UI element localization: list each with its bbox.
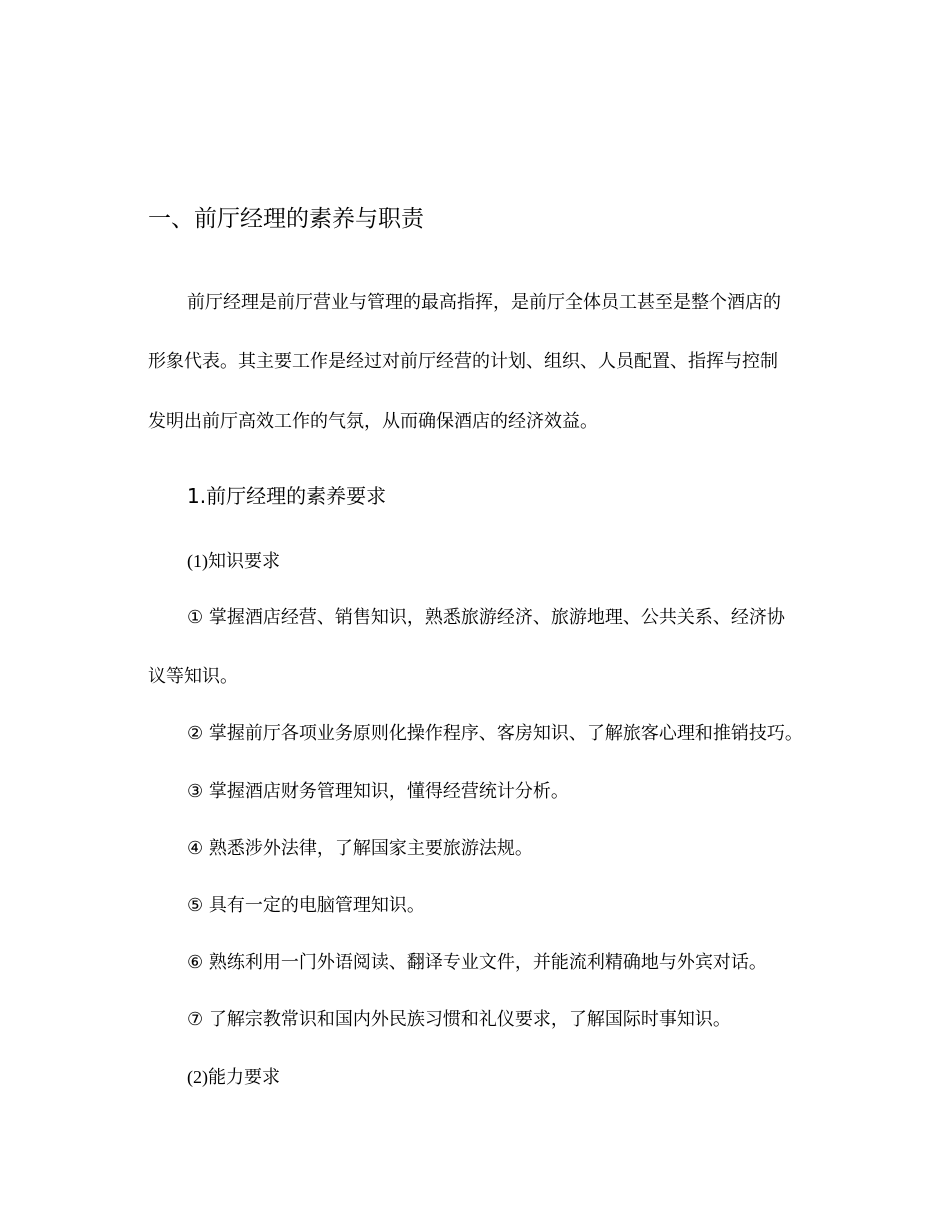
knowledge-label: 知识要求 [208, 551, 280, 572]
list-item-5: ⑤ 具有一定的电脑管理知识。 [187, 895, 425, 916]
knowledge-heading [187, 552, 280, 571]
intro-line-3: 发明出前厅高效工作的气氛，从而确保酒店的经济效益。 [148, 411, 598, 432]
ability-heading [187, 1068, 280, 1087]
list-item-4: ④ 熟悉涉外法律，了解国家主要旅游法规。 [187, 838, 533, 859]
list-item-1-line-2: 议等知识。 [148, 666, 238, 687]
list-item-3: ③ 掌握酒店财务管理知识，懂得经营统计分析。 [187, 781, 569, 802]
list-item-7: ⑦ 了解宗教常识和国内外民族习惯和礼仪要求，了解国际时事知识。 [187, 1009, 731, 1030]
list-item-2: ② 掌握前厅各项业务原则化操作程序、客房知识、了解旅客心理和推销技巧。 [187, 723, 803, 744]
list-item-6: ⑥ 熟练利用一门外语阅读、翻译专业文件，并能流利精确地与外宾对话。 [187, 952, 767, 973]
intro-line-2: 形象代表。其主要工作是经过对前厅经营的计划、组织、人员配置、指挥与控制 [148, 351, 778, 372]
ability-label: 能力要求 [208, 1067, 280, 1088]
intro-line-1: 前厅经理是前厅营业与管理的最高指挥，是前厅全体员工甚至是整个酒店的 [187, 292, 781, 313]
subsection-heading: 1.前厅经理的素养要求 [187, 484, 387, 508]
knowledge-number: (1) [187, 551, 208, 571]
section-heading: 一、前厅经理的素养与职责 [148, 206, 424, 232]
ability-number: (2) [187, 1067, 208, 1087]
list-item-1-line-1: ① 掌握酒店经营、销售知识，熟悉旅游经济、旅游地理、公共关系、经济协 [187, 607, 785, 628]
